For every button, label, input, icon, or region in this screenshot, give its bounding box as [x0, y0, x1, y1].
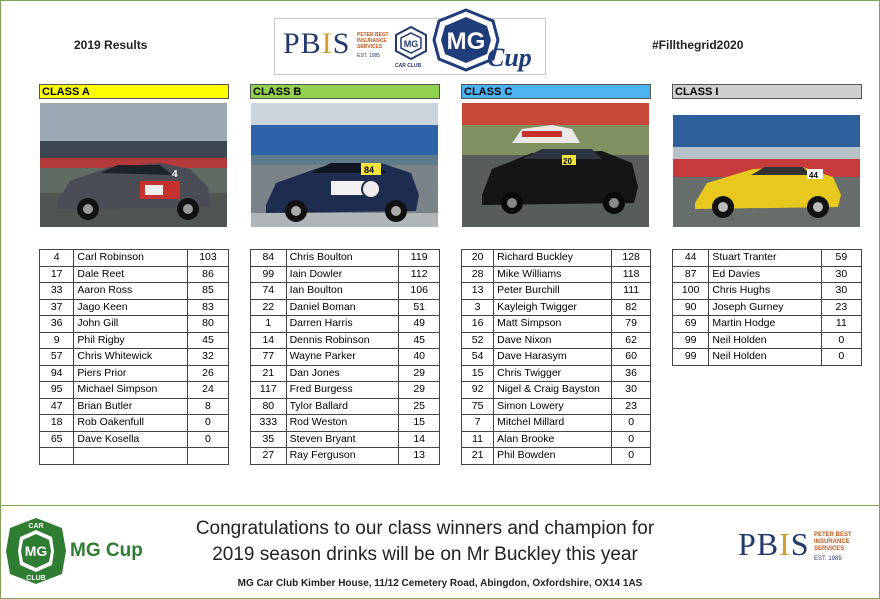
table-row — [251, 382, 440, 399]
points-cell: 49 — [399, 316, 440, 333]
points-cell: 23 — [821, 299, 861, 316]
points-cell: 103 — [187, 250, 228, 267]
driver-name-cell: Martin Hodge — [709, 316, 821, 333]
table-row — [251, 299, 440, 316]
table-row — [40, 299, 229, 316]
car-number-cell: 7 — [462, 415, 494, 432]
table-row — [251, 398, 440, 415]
driver-name-cell: Michael Simpson — [74, 382, 188, 399]
driver-name-cell: Dave Harasym — [494, 349, 612, 366]
table-row — [673, 250, 862, 267]
footer-pbis-subtitle: PETER BEST INSURANCE SERVICES — [814, 532, 852, 552]
table-row — [673, 283, 862, 300]
points-cell: 8 — [187, 398, 228, 415]
points-cell: 51 — [399, 299, 440, 316]
table-row — [462, 398, 651, 415]
car-number-cell: 37 — [40, 299, 74, 316]
table-row — [251, 365, 440, 382]
driver-name-cell: Richard Buckley — [494, 250, 612, 267]
points-cell: 119 — [399, 250, 440, 267]
driver-name-cell: Fred Burgess — [286, 382, 399, 399]
driver-name-cell: Steven Bryant — [286, 431, 399, 448]
driver-name-cell: Piers Prior — [74, 365, 188, 382]
points-cell: 0 — [187, 431, 228, 448]
points-cell: 24 — [187, 382, 228, 399]
driver-name-cell: Daniel Boman — [286, 299, 399, 316]
table-row — [40, 316, 229, 333]
car-number-cell — [40, 448, 74, 465]
svg-text:20: 20 — [563, 157, 572, 166]
driver-name-cell: Aaron Ross — [74, 283, 188, 300]
driver-name-cell: Phil Bowden — [494, 448, 612, 465]
table-row — [251, 283, 440, 300]
car-number-cell: 74 — [251, 283, 287, 300]
points-cell: 45 — [399, 332, 440, 349]
table-row — [40, 332, 229, 349]
points-cell: 106 — [399, 283, 440, 300]
driver-name-cell: Ray Ferguson — [286, 448, 399, 465]
points-cell: 111 — [612, 283, 651, 300]
driver-name-cell: Mitchel Millard — [494, 415, 612, 432]
driver-name-cell: Ed Davies — [709, 266, 821, 283]
driver-name-cell: Kayleigh Twigger — [494, 299, 612, 316]
pbis-est: EST. 1985 — [357, 53, 381, 59]
driver-name-cell: Mike Williams — [494, 266, 612, 283]
svg-text:CAR: CAR — [28, 523, 44, 530]
svg-text:44: 44 — [809, 171, 818, 180]
driver-name-cell: Darren Harris — [286, 316, 399, 333]
driver-name-cell: Dave Nixon — [494, 332, 612, 349]
car-number-cell: 99 — [673, 349, 709, 366]
points-cell: 23 — [612, 398, 651, 415]
table-row — [40, 431, 229, 448]
table-row — [462, 316, 651, 333]
page-title: 2019 Results — [74, 38, 148, 52]
points-cell: 0 — [612, 431, 651, 448]
driver-name-cell: Dennis Robinson — [286, 332, 399, 349]
mg-cup-wordmark: MG Cup — [70, 540, 143, 561]
driver-name-cell: Tylor Ballard — [286, 398, 399, 415]
car-number-cell: 11 — [462, 431, 494, 448]
points-cell: 29 — [399, 365, 440, 382]
class-c-header: CLASS C — [461, 84, 651, 99]
footer-divider — [0, 505, 880, 506]
table-row — [40, 398, 229, 415]
car-number-cell: 13 — [462, 283, 494, 300]
pbis-logo: PBIS — [283, 27, 351, 60]
car-number-cell: 44 — [673, 250, 709, 267]
class-a-header: CLASS A — [39, 84, 229, 99]
car-number-cell: 95 — [40, 382, 74, 399]
points-cell: 62 — [612, 332, 651, 349]
driver-name-cell: Chris Hughs — [709, 283, 821, 300]
table-row — [40, 415, 229, 432]
points-cell: 30 — [612, 382, 651, 399]
car-number-cell: 99 — [251, 266, 287, 283]
driver-name-cell: Chris Boulton — [286, 250, 399, 267]
svg-text:84: 84 — [364, 165, 375, 175]
table-row — [462, 283, 651, 300]
driver-name-cell: Alan Brooke — [494, 431, 612, 448]
points-cell: 118 — [612, 266, 651, 283]
points-cell: 26 — [187, 365, 228, 382]
svg-text:CLUB: CLUB — [26, 575, 46, 582]
class-b-header: CLASS B — [250, 84, 440, 99]
points-cell: 0 — [612, 415, 651, 432]
table-row — [462, 431, 651, 448]
hashtag: #Fillthegrid2020 — [652, 38, 744, 52]
car-number-cell: 21 — [251, 365, 287, 382]
table-row — [40, 365, 229, 382]
points-cell: 15 — [399, 415, 440, 432]
points-cell: 0 — [612, 448, 651, 465]
car-number-cell: 90 — [673, 299, 709, 316]
car-number-cell: 21 — [462, 448, 494, 465]
driver-name-cell: Simon Lowery — [494, 398, 612, 415]
driver-name-cell: Neil Holden — [709, 349, 821, 366]
congrats-line-1: Congratulations to our class winners and champion for — [195, 518, 655, 539]
footer-pbis-logo: PBIS — [738, 526, 810, 562]
class-b-car-photo — [251, 103, 438, 227]
car-number-cell: 77 — [251, 349, 287, 366]
svg-text:4: 4 — [172, 169, 178, 180]
driver-name-cell: John Gill — [74, 316, 188, 333]
table-row — [462, 332, 651, 349]
points-cell: 0 — [187, 415, 228, 432]
car-number-cell: 3 — [462, 299, 494, 316]
table-row — [40, 382, 229, 399]
points-cell: 30 — [821, 266, 861, 283]
points-cell: 25 — [399, 398, 440, 415]
car-club-badge-icon — [393, 25, 429, 61]
table-row — [462, 415, 651, 432]
car-number-cell: 75 — [462, 398, 494, 415]
table-row — [251, 266, 440, 283]
table-row — [40, 448, 229, 465]
driver-name-cell: Matt Simpson — [494, 316, 612, 333]
table-row — [462, 448, 651, 465]
points-cell: 45 — [187, 332, 228, 349]
class-a-car-photo — [40, 103, 227, 227]
car-number-cell: 20 — [462, 250, 494, 267]
table-row — [462, 266, 651, 283]
car-number-cell: 80 — [251, 398, 287, 415]
car-number-cell: 100 — [673, 283, 709, 300]
table-row — [251, 250, 440, 267]
table-row — [251, 316, 440, 333]
car-number-cell: 84 — [251, 250, 287, 267]
car-number-cell: 92 — [462, 382, 494, 399]
driver-name-cell: Chris Twigger — [494, 365, 612, 382]
driver-name-cell: Jago Keen — [74, 299, 188, 316]
points-cell: 14 — [399, 431, 440, 448]
car-number-cell: 117 — [251, 382, 287, 399]
car-number-cell: 87 — [673, 266, 709, 283]
class-c-results-table — [461, 249, 651, 465]
sponsor-logo-banner — [274, 18, 546, 75]
class-i-car-photo — [673, 103, 860, 227]
points-cell: 86 — [187, 266, 228, 283]
mg-car-club-badge-icon — [4, 516, 68, 586]
car-number-cell: 18 — [40, 415, 74, 432]
car-number-cell: 33 — [40, 283, 74, 300]
table-row — [40, 349, 229, 366]
driver-name-cell: Peter Burchill — [494, 283, 612, 300]
svg-text:MG: MG — [403, 39, 419, 49]
driver-name-cell: Rob Oakenfull — [74, 415, 188, 432]
table-row — [673, 349, 862, 366]
car-number-cell: 69 — [673, 316, 709, 333]
cup-wordmark: Cup — [487, 43, 532, 72]
car-number-cell: 27 — [251, 448, 287, 465]
table-row — [251, 431, 440, 448]
table-row — [462, 349, 651, 366]
driver-name-cell: Phil Rigby — [74, 332, 188, 349]
points-cell: 32 — [187, 349, 228, 366]
footer-pbis-est: EST. 1985 — [814, 556, 842, 562]
car-number-cell: 4 — [40, 250, 74, 267]
table-row — [251, 415, 440, 432]
driver-name-cell: Iain Dowler — [286, 266, 399, 283]
car-number-cell: 65 — [40, 431, 74, 448]
car-number-cell: 9 — [40, 332, 74, 349]
car-number-cell: 17 — [40, 266, 74, 283]
points-cell: 0 — [821, 349, 861, 366]
points-cell: 13 — [399, 448, 440, 465]
class-i-results-table — [672, 249, 862, 366]
table-row — [40, 250, 229, 267]
svg-text:MG: MG — [446, 28, 486, 55]
car-number-cell: 15 — [462, 365, 494, 382]
points-cell: 59 — [821, 250, 861, 267]
driver-name-cell: Wayne Parker — [286, 349, 399, 366]
points-cell — [187, 448, 228, 465]
driver-name-cell — [74, 448, 188, 465]
table-row — [673, 299, 862, 316]
table-row — [462, 382, 651, 399]
car-number-cell: 36 — [40, 316, 74, 333]
table-row — [673, 332, 862, 349]
points-cell: 29 — [399, 382, 440, 399]
driver-name-cell: Stuart Tranter — [709, 250, 821, 267]
car-number-cell: 333 — [251, 415, 287, 432]
driver-name-cell: Rod Weston — [286, 415, 399, 432]
class-b-results-table — [250, 249, 440, 465]
driver-name-cell: Dale Reet — [74, 266, 188, 283]
driver-name-cell: Joseph Gurney — [709, 299, 821, 316]
table-row — [251, 332, 440, 349]
points-cell: 60 — [612, 349, 651, 366]
points-cell: 128 — [612, 250, 651, 267]
table-row — [462, 299, 651, 316]
table-row — [251, 448, 440, 465]
club-address: MG Car Club Kimber House, 11/12 Cemetery Road, Abingdon, Oxfordshire, OX14 1AS — [237, 578, 643, 589]
driver-name-cell: Chris Whitewick — [74, 349, 188, 366]
car-number-cell: 94 — [40, 365, 74, 382]
driver-name-cell: Brian Butler — [74, 398, 188, 415]
points-cell: 79 — [612, 316, 651, 333]
car-number-cell: 99 — [673, 332, 709, 349]
car-number-cell: 52 — [462, 332, 494, 349]
congratulations-message — [170, 516, 680, 568]
table-row — [40, 283, 229, 300]
driver-name-cell: Dan Jones — [286, 365, 399, 382]
points-cell: 80 — [187, 316, 228, 333]
points-cell: 82 — [612, 299, 651, 316]
class-c-car-photo — [462, 103, 649, 227]
class-i-header: CLASS I — [672, 84, 862, 99]
car-number-cell: 47 — [40, 398, 74, 415]
pbis-subtitle: PETER BEST INSURANCE SERVICES — [357, 32, 389, 50]
points-cell: 112 — [399, 266, 440, 283]
table-row — [462, 365, 651, 382]
car-number-cell: 14 — [251, 332, 287, 349]
car-club-badge-label: CAR CLUB — [395, 63, 422, 69]
points-cell: 30 — [821, 283, 861, 300]
points-cell: 83 — [187, 299, 228, 316]
table-row — [251, 349, 440, 366]
points-cell: 11 — [821, 316, 861, 333]
car-number-cell: 16 — [462, 316, 494, 333]
congrats-line-2: 2019 season drinks will be on Mr Buckley this year — [212, 544, 638, 565]
driver-name-cell: Neil Holden — [709, 332, 821, 349]
table-row — [673, 316, 862, 333]
table-row — [462, 250, 651, 267]
car-number-cell: 28 — [462, 266, 494, 283]
driver-name-cell: Ian Boulton — [286, 283, 399, 300]
svg-text:MG: MG — [24, 543, 48, 559]
driver-name-cell: Carl Robinson — [74, 250, 188, 267]
driver-name-cell: Nigel & Craig Bayston — [494, 382, 612, 399]
driver-name-cell: Dave Kosella — [74, 431, 188, 448]
class-a-results-table — [39, 249, 229, 465]
car-number-cell: 35 — [251, 431, 287, 448]
table-row — [40, 266, 229, 283]
points-cell: 85 — [187, 283, 228, 300]
points-cell: 36 — [612, 365, 651, 382]
car-number-cell: 54 — [462, 349, 494, 366]
points-cell: 0 — [821, 332, 861, 349]
table-row — [673, 266, 862, 283]
car-number-cell: 57 — [40, 349, 74, 366]
car-number-cell: 22 — [251, 299, 287, 316]
points-cell: 40 — [399, 349, 440, 366]
car-number-cell: 1 — [251, 316, 287, 333]
